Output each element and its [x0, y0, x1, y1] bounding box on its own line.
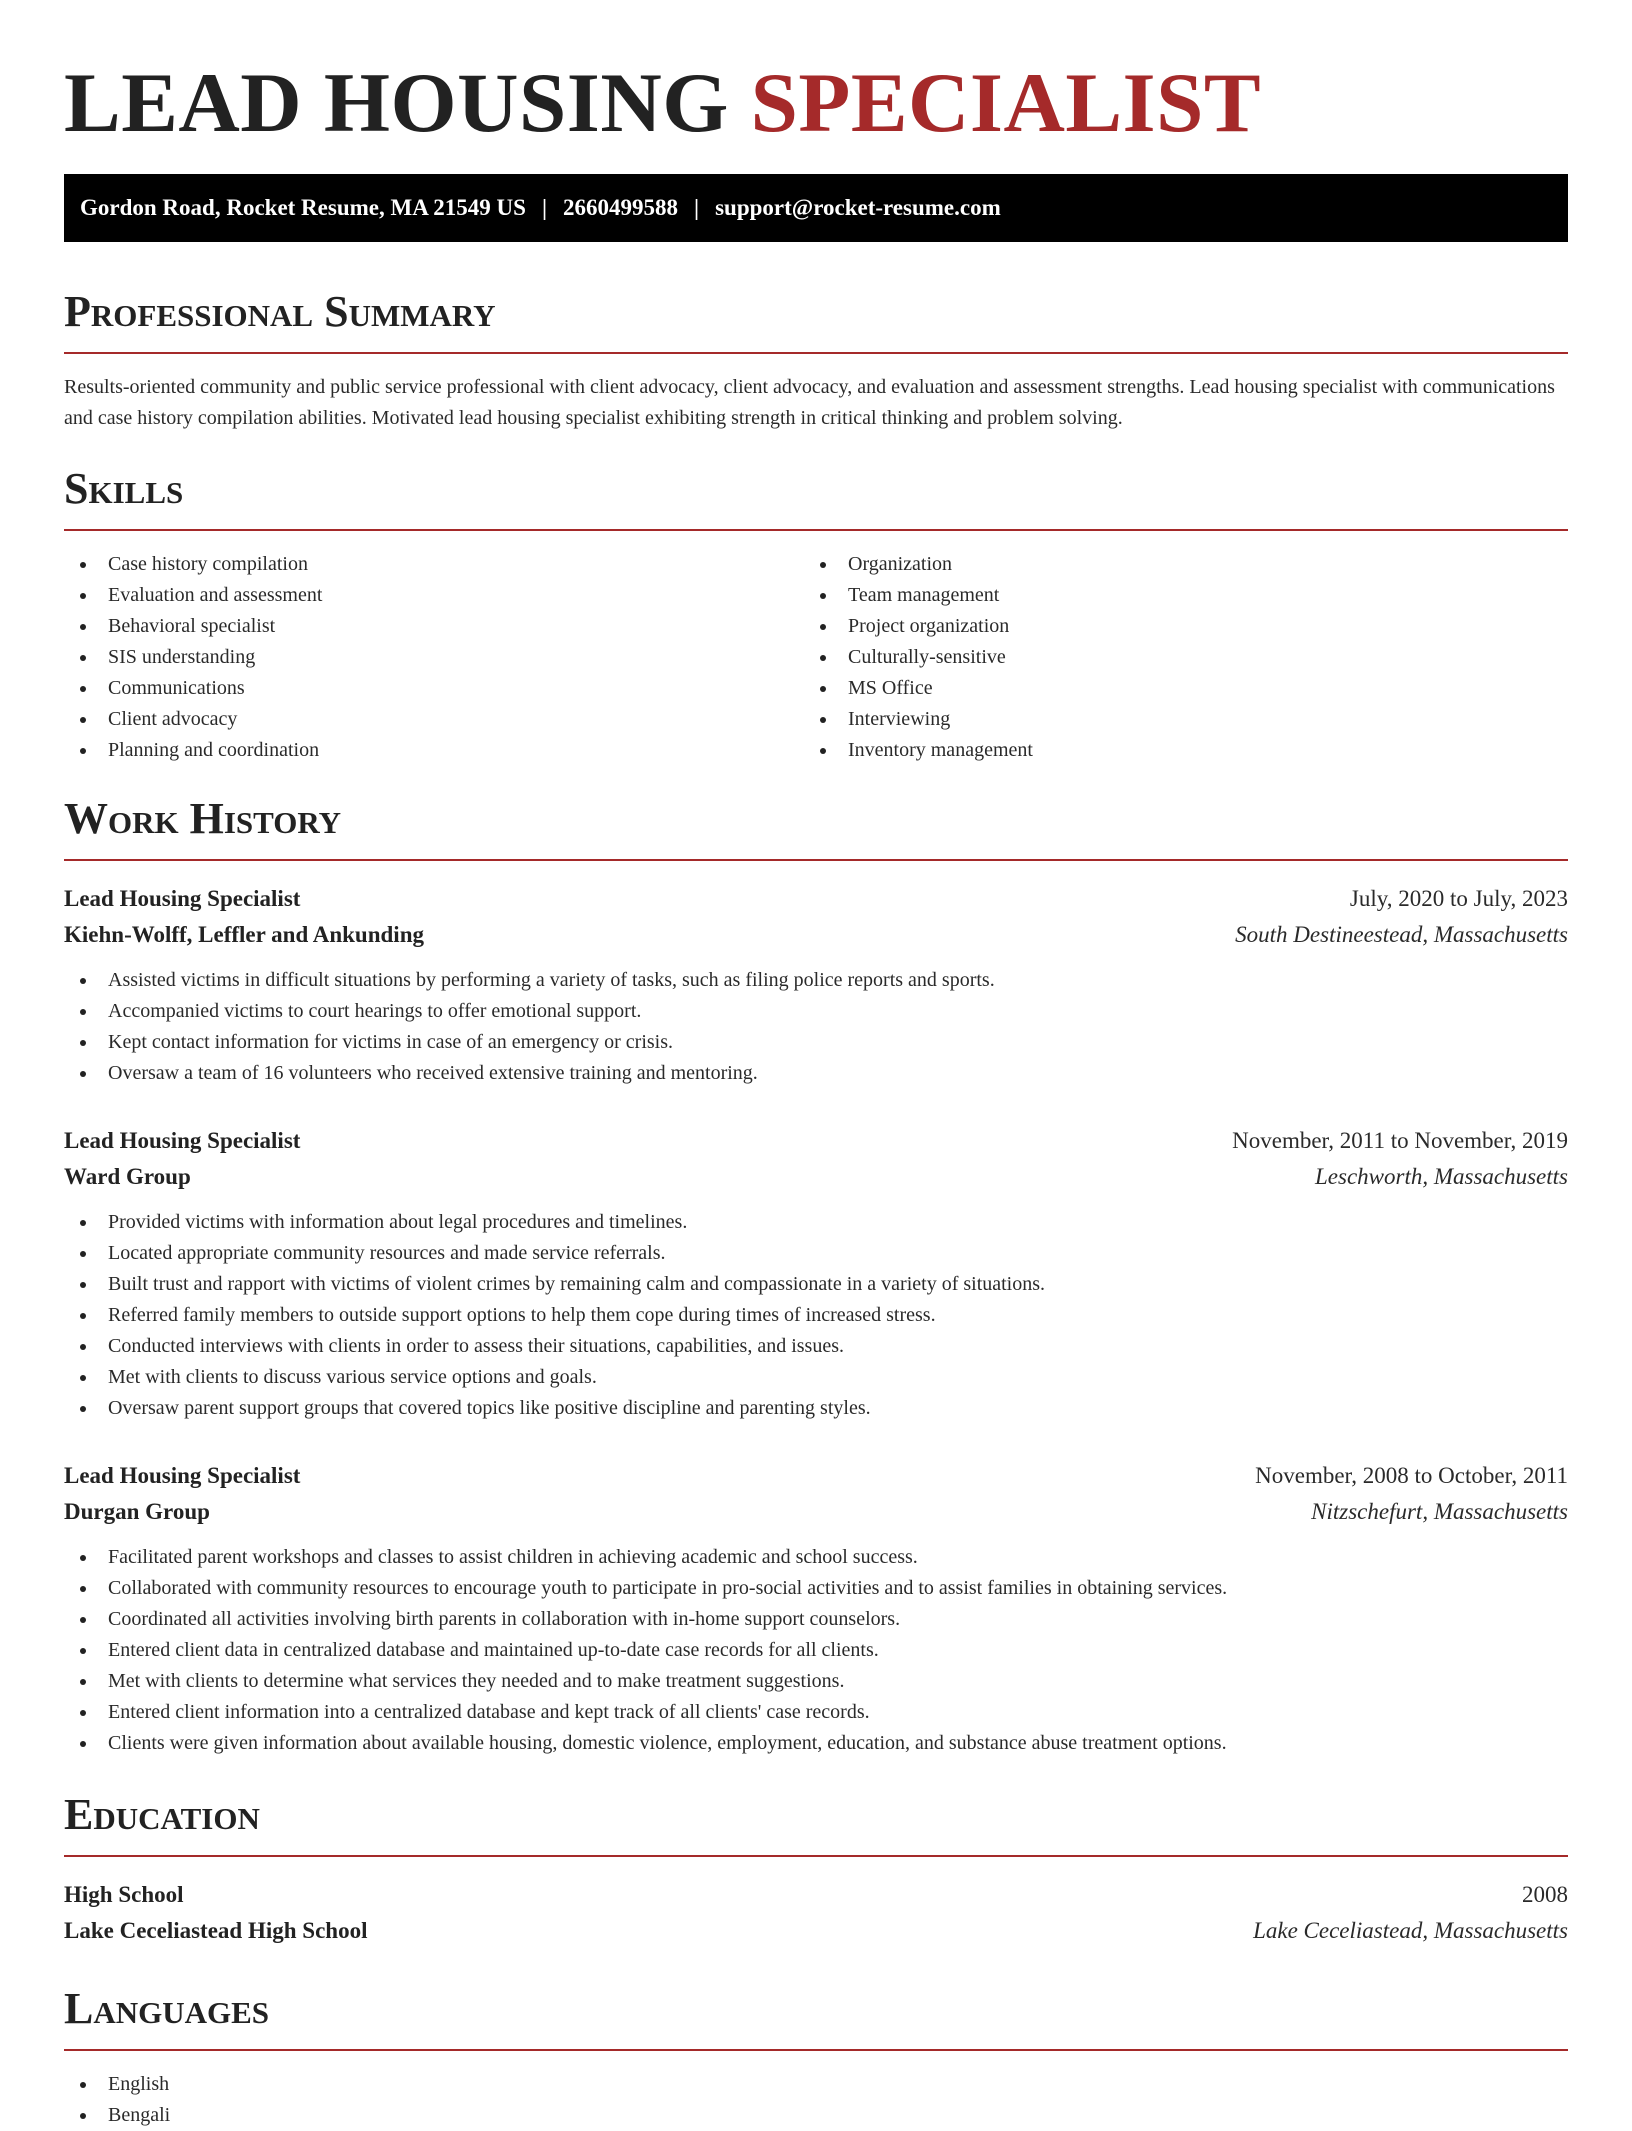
- education-header-row: [64, 1877, 1568, 1913]
- skills-grid: [64, 549, 1568, 766]
- job-location: Nitzschefurt, Massachusetts: [1311, 1499, 1568, 1524]
- job-bullet: Oversaw a team of 16 volunteers who received extensive training and mentoring.: [80, 1058, 1568, 1089]
- education-entry: [64, 1877, 1568, 1949]
- job-bullets: [64, 1542, 1568, 1759]
- skill-item: Case history compilation: [80, 549, 804, 580]
- languages-list: [64, 2069, 1568, 2131]
- section-heading-education: Education: [64, 1789, 1568, 1857]
- section-heading-skills: Skills: [64, 463, 1568, 531]
- job-bullet: Built trust and rapport with victims of violent crimes by remaining calm and compassionate in a variety of situations.: [80, 1269, 1568, 1300]
- contact-separator: |: [541, 195, 548, 220]
- job-location: South Destineestead, Massachusetts: [1235, 922, 1568, 947]
- education-year: 2008: [1522, 1882, 1568, 1907]
- skills-column-left: [64, 549, 804, 766]
- job-location: Leschworth, Massachusetts: [1315, 1164, 1568, 1189]
- job-bullet: Facilitated parent workshops and classes to assist children in achieving academic and school success.: [80, 1542, 1568, 1573]
- job-title: Lead Housing Specialist: [64, 1463, 301, 1488]
- job-header-row: [64, 1458, 1568, 1494]
- job-bullets: [64, 965, 1568, 1089]
- job-bullet: Kept contact information for victims in case of an emergency or crisis.: [80, 1027, 1568, 1058]
- skills-column-right: [804, 549, 1544, 766]
- language-item: Bengali: [80, 2100, 1568, 2131]
- job-bullet: Met with clients to determine what services they needed and to make treatment suggestions.: [80, 1666, 1568, 1697]
- skills-section: [64, 463, 1568, 766]
- job-header-row: [64, 881, 1568, 917]
- skill-item: Client advocacy: [80, 704, 804, 735]
- job-bullet: Clients were given information about available housing, domestic violence, employment, education, and substance abuse treatment options.: [80, 1728, 1568, 1759]
- job-bullet: Entered client information into a centralized database and kept track of all clients' case records.: [80, 1697, 1568, 1728]
- job-header-row: [64, 1123, 1568, 1159]
- job-bullet: Referred family members to outside support options to help them cope during times of increased stress.: [80, 1300, 1568, 1331]
- job-bullet: Met with clients to discuss various service options and goals.: [80, 1362, 1568, 1393]
- job-bullet: Conducted interviews with clients in order to assess their situations, capabilities, and issues.: [80, 1331, 1568, 1362]
- section-heading-languages: Languages: [64, 1983, 1568, 2051]
- education-section: [64, 1789, 1568, 1949]
- skill-item: SIS understanding: [80, 642, 804, 673]
- job-dates: November, 2008 to October, 2011: [1255, 1463, 1568, 1488]
- skill-item: Evaluation and assessment: [80, 580, 804, 611]
- education-location: Lake Ceceliastead, Massachusetts: [1253, 1918, 1568, 1943]
- job-dates: November, 2011 to November, 2019: [1232, 1128, 1568, 1153]
- job-entry: [64, 881, 1568, 1089]
- resume-page: [64, 0, 1568, 2131]
- skill-item: Interviewing: [820, 704, 1544, 735]
- skill-item: Inventory management: [820, 735, 1544, 766]
- job-company-row: [64, 917, 1568, 953]
- job-entry: [64, 1123, 1568, 1424]
- job-title: Lead Housing Specialist: [64, 886, 301, 911]
- job-dates: July, 2020 to July, 2023: [1349, 886, 1568, 911]
- work-history-section: [64, 793, 1568, 1759]
- education-degree: High School: [64, 1882, 184, 1907]
- section-heading-work: Work History: [64, 793, 1568, 861]
- section-heading-summary: Professional Summary: [64, 286, 1568, 354]
- skill-item: Behavioral specialist: [80, 611, 804, 642]
- job-bullet: Provided victims with information about legal procedures and timelines.: [80, 1207, 1568, 1238]
- job-bullet: Collaborated with community resources to encourage youth to participate in pro-social activities and to assist families in obtaining services.: [80, 1573, 1568, 1604]
- skills-list-right: [804, 549, 1544, 766]
- title-part-1: LEAD HOUSING: [64, 56, 729, 150]
- skill-item: MS Office: [820, 673, 1544, 704]
- skill-item: Culturally-sensitive: [820, 642, 1544, 673]
- job-company: Kiehn-Wolff, Leffler and Ankunding: [64, 922, 424, 947]
- skill-item: Planning and coordination: [80, 735, 804, 766]
- language-item: English: [80, 2069, 1568, 2100]
- job-entry: [64, 1458, 1568, 1759]
- job-company-row: [64, 1494, 1568, 1530]
- skill-item: Team management: [820, 580, 1544, 611]
- languages-section: [64, 1983, 1568, 2131]
- contact-address: Gordon Road, Rocket Resume, MA 21549 US: [80, 195, 526, 220]
- skill-item: Organization: [820, 549, 1544, 580]
- job-bullet: Oversaw parent support groups that covered topics like positive discipline and parenting styles.: [80, 1393, 1568, 1424]
- job-company-row: [64, 1159, 1568, 1195]
- job-company: Ward Group: [64, 1164, 191, 1189]
- job-bullets: [64, 1207, 1568, 1424]
- resume-title: [64, 58, 1568, 150]
- job-title: Lead Housing Specialist: [64, 1128, 301, 1153]
- contact-phone: 2660499588: [563, 195, 679, 220]
- professional-summary-section: [64, 286, 1568, 434]
- job-company: Durgan Group: [64, 1499, 210, 1524]
- contact-email: support@rocket-resume.com: [715, 195, 1001, 220]
- skill-item: Communications: [80, 673, 804, 704]
- job-bullet: Assisted victims in difficult situations by performing a variety of tasks, such as filing police reports and sports.: [80, 965, 1568, 996]
- job-bullet: Located appropriate community resources and made service referrals.: [80, 1238, 1568, 1269]
- job-bullet: Entered client data in centralized database and maintained up-to-date case records for all clients.: [80, 1635, 1568, 1666]
- skills-list-left: [64, 549, 804, 766]
- education-school: Lake Ceceliastead High School: [64, 1918, 368, 1943]
- skill-item: Project organization: [820, 611, 1544, 642]
- contact-separator: |: [694, 195, 700, 220]
- education-school-row: [64, 1913, 1568, 1949]
- summary-text: Results-oriented community and public service professional with client advocacy, client advocacy, and evaluation and assessment strengths. Lead housing specialist with communications and case history compilation abilities. Motivated lead housing specialist exhibiting strength in critical thinking and problem solving.: [64, 376, 1555, 429]
- job-bullet: Accompanied victims to court hearings to offer emotional support.: [80, 996, 1568, 1027]
- contact-bar: [64, 174, 1568, 242]
- job-bullet: Coordinated all activities involving birth parents in collaboration with in-home support counselors.: [80, 1604, 1568, 1635]
- title-part-2: SPECIALIST: [750, 56, 1262, 150]
